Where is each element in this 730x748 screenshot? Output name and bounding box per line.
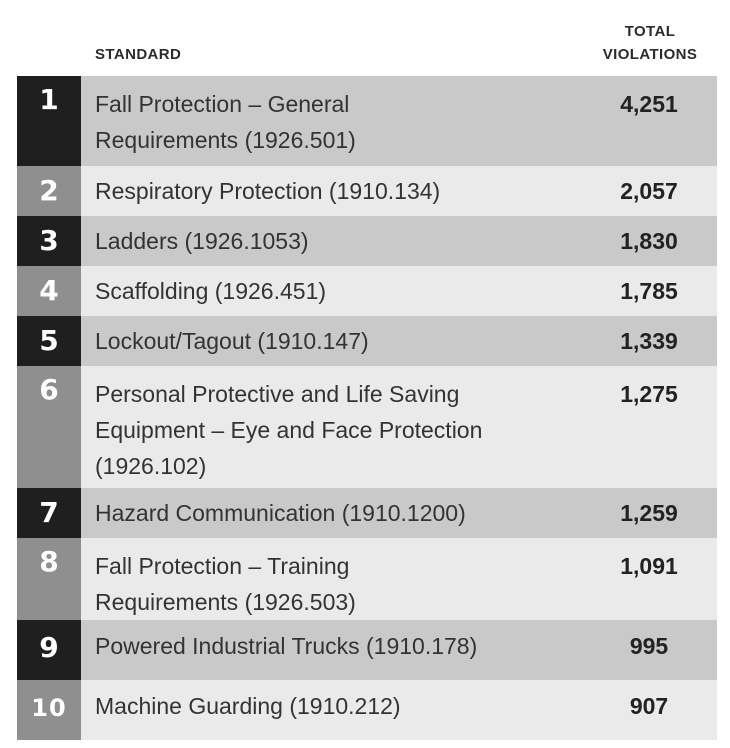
rank-badge bbox=[17, 680, 81, 740]
standard-line: Lockout/Tagout (1910.147) bbox=[95, 328, 369, 354]
rank-number: 3 bbox=[39, 224, 59, 257]
standard-line: Ladders (1926.1053) bbox=[95, 228, 309, 254]
table-row bbox=[17, 76, 717, 166]
rank-badge bbox=[17, 538, 81, 620]
violation-count: 4,251 bbox=[620, 91, 678, 117]
standard-name bbox=[81, 620, 581, 680]
standard-line: (1926.102) bbox=[95, 453, 207, 479]
standard-line: Powered Industrial Trucks (1910.178) bbox=[95, 633, 478, 659]
violation-count: 1,275 bbox=[620, 381, 678, 407]
violation-count: 907 bbox=[629, 693, 669, 719]
table-row bbox=[17, 316, 717, 366]
violation-count: 2,057 bbox=[620, 178, 678, 204]
standard-line: Equipment – Eye and Face Protection bbox=[95, 417, 483, 443]
total-label-line1: TOTAL bbox=[624, 23, 676, 40]
violation-count: 1,259 bbox=[620, 500, 678, 526]
rank-number: 1 bbox=[39, 83, 59, 116]
column-header-total-violations bbox=[575, 20, 725, 66]
table-header bbox=[0, 0, 730, 76]
violation-count: 1,830 bbox=[620, 228, 678, 254]
violations-table bbox=[17, 76, 717, 740]
standard-line: Fall Protection – General bbox=[95, 91, 350, 117]
table-row bbox=[17, 216, 717, 266]
table-row bbox=[17, 266, 717, 316]
standard-line: Scaffolding (1926.451) bbox=[95, 278, 327, 304]
violation-count: 1,091 bbox=[620, 553, 678, 579]
standard-name bbox=[81, 366, 581, 488]
rank-number: 7 bbox=[39, 496, 59, 529]
rank-number: 10 bbox=[31, 694, 67, 722]
column-header-standard: STANDARD bbox=[95, 46, 182, 63]
rank-number: 2 bbox=[39, 174, 59, 207]
standard-line: Hazard Communication (1910.1200) bbox=[95, 500, 466, 526]
rank-badge bbox=[17, 488, 81, 538]
rank-badge bbox=[17, 216, 81, 266]
violation-count: 1,785 bbox=[620, 278, 678, 304]
total-label-line2: VIOLATIONS bbox=[602, 46, 698, 63]
rank-badge bbox=[17, 266, 81, 316]
table-row bbox=[17, 538, 717, 620]
rank-number: 6 bbox=[39, 373, 59, 406]
standard-line: Fall Protection – Training bbox=[95, 553, 350, 579]
standard-name bbox=[81, 680, 581, 740]
rank-badge bbox=[17, 76, 81, 166]
rank-badge bbox=[17, 620, 81, 680]
violation-count: 995 bbox=[629, 633, 669, 659]
table-row bbox=[17, 680, 717, 740]
standard-line: Respiratory Protection (1910.134) bbox=[95, 178, 441, 204]
violation-count: 1,339 bbox=[620, 328, 678, 354]
table-row bbox=[17, 488, 717, 538]
standard-name bbox=[81, 538, 581, 620]
rank-badge bbox=[17, 166, 81, 216]
standard-name bbox=[81, 166, 581, 216]
standard-line: Requirements (1926.503) bbox=[95, 589, 356, 615]
standard-line: Personal Protective and Life Saving bbox=[95, 381, 460, 407]
rank-number: 4 bbox=[39, 274, 59, 307]
table-row bbox=[17, 366, 717, 488]
rank-number: 9 bbox=[39, 631, 59, 664]
standard-line: Machine Guarding (1910.212) bbox=[95, 693, 401, 719]
rank-number: 8 bbox=[39, 545, 59, 578]
standard-name bbox=[81, 216, 581, 266]
standard-name bbox=[81, 316, 581, 366]
table-row bbox=[17, 620, 717, 680]
standard-line: Requirements (1926.501) bbox=[95, 127, 356, 153]
standard-name bbox=[81, 266, 581, 316]
rank-number: 5 bbox=[39, 324, 59, 357]
standard-name bbox=[81, 76, 581, 166]
rank-badge bbox=[17, 366, 81, 488]
standard-name bbox=[81, 488, 581, 538]
rank-badge bbox=[17, 316, 81, 366]
table-row bbox=[17, 166, 717, 216]
